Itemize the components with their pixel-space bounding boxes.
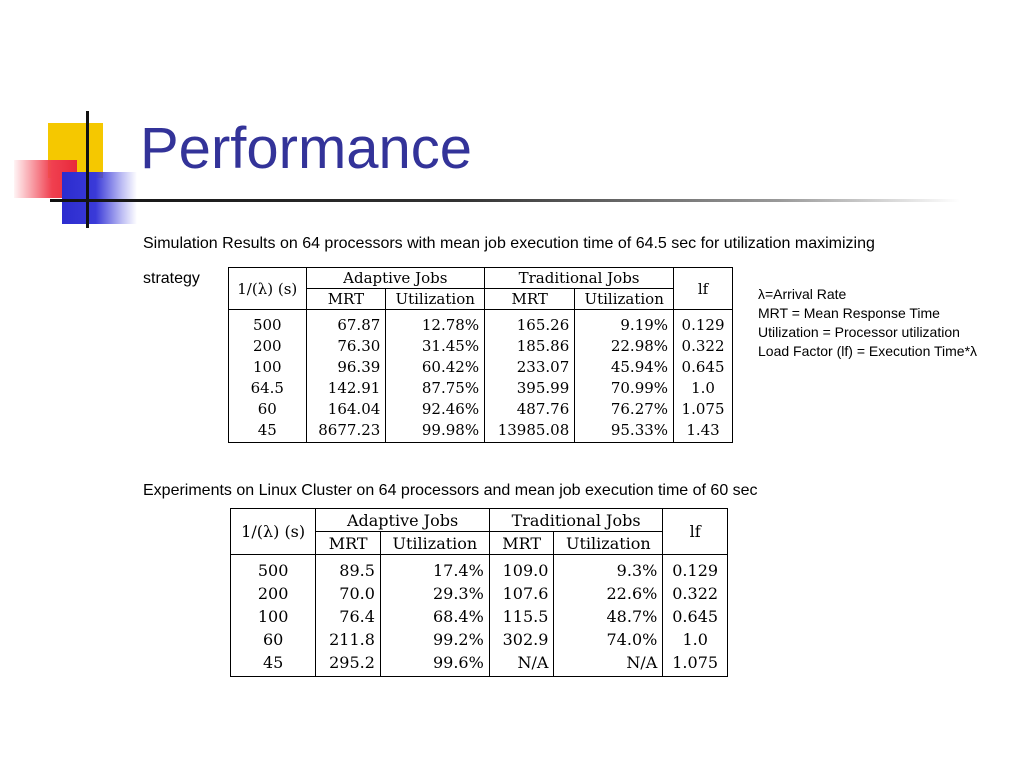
- load-factor-cell: 1.0: [663, 628, 728, 651]
- traditional-util-cell: 45.94%: [575, 356, 674, 377]
- adaptive-util-cell: 87.75%: [386, 377, 485, 398]
- logo-blue-bar: [62, 172, 137, 224]
- adaptive-mrt-header: MRT: [316, 532, 381, 555]
- col-arrival-interval-header: 1/(λ) (s): [231, 509, 316, 555]
- traditional-util-header: Utilization: [554, 532, 663, 555]
- abbreviation-legend: [758, 285, 977, 361]
- interval-cell: 60: [229, 398, 307, 419]
- load-factor-header: lf: [663, 509, 728, 555]
- table-row: [231, 582, 728, 605]
- table-row: [231, 605, 728, 628]
- adaptive-mrt-cell: 295.2: [316, 651, 381, 677]
- load-factor-header: lf: [674, 268, 733, 310]
- adaptive-util-cell: 99.6%: [380, 651, 489, 677]
- adaptive-util-cell: 12.78%: [386, 310, 485, 336]
- traditional-util-cell: 22.6%: [554, 582, 663, 605]
- traditional-mrt-cell: 165.26: [485, 310, 575, 336]
- legend-load-factor: Load Factor (lf) = Execution Time*λ: [758, 343, 978, 359]
- adaptive-jobs-header: Adaptive Jobs: [306, 268, 485, 289]
- load-factor-cell: 0.645: [674, 356, 733, 377]
- load-factor-cell: 0.129: [674, 310, 733, 336]
- adaptive-mrt-cell: 96.39: [306, 356, 386, 377]
- legend-mrt: MRT = Mean Response Time: [758, 305, 940, 321]
- adaptive-mrt-cell: 76.4: [316, 605, 381, 628]
- adaptive-util-cell: 17.4%: [380, 555, 489, 583]
- interval-cell: 200: [231, 582, 316, 605]
- interval-cell: 64.5: [229, 377, 307, 398]
- load-factor-cell: 0.129: [663, 555, 728, 583]
- traditional-util-cell: 9.19%: [575, 310, 674, 336]
- traditional-mrt-header: MRT: [485, 289, 575, 310]
- traditional-util-cell: N/A: [554, 651, 663, 677]
- adaptive-util-cell: 31.45%: [386, 335, 485, 356]
- slide-title: Performance: [140, 116, 473, 181]
- legend-arrival-rate: λ=Arrival Rate: [758, 286, 847, 302]
- table-row: [229, 335, 733, 356]
- table-row: [229, 356, 733, 377]
- linux-cluster-results-table: [230, 508, 728, 677]
- traditional-mrt-cell: 233.07: [485, 356, 575, 377]
- traditional-mrt-cell: 115.5: [489, 605, 554, 628]
- simulation-results-table: [228, 267, 733, 443]
- traditional-mrt-cell: 109.0: [489, 555, 554, 583]
- load-factor-cell: 1.0: [674, 377, 733, 398]
- interval-cell: 100: [229, 356, 307, 377]
- col-arrival-interval-header: 1/(λ) (s): [229, 268, 307, 310]
- traditional-util-header: Utilization: [575, 289, 674, 310]
- adaptive-mrt-cell: 164.04: [306, 398, 386, 419]
- table1-caption-continued: strategy: [143, 270, 200, 287]
- adaptive-mrt-cell: 89.5: [316, 555, 381, 583]
- traditional-util-cell: 95.33%: [575, 419, 674, 443]
- traditional-util-cell: 74.0%: [554, 628, 663, 651]
- adaptive-mrt-cell: 76.30: [306, 335, 386, 356]
- traditional-mrt-cell: 302.9: [489, 628, 554, 651]
- load-factor-cell: 0.322: [663, 582, 728, 605]
- traditional-mrt-cell: N/A: [489, 651, 554, 677]
- traditional-mrt-cell: 487.76: [485, 398, 575, 419]
- interval-cell: 100: [231, 605, 316, 628]
- interval-cell: 45: [231, 651, 316, 677]
- table-row: [231, 628, 728, 651]
- adaptive-mrt-cell: 70.0: [316, 582, 381, 605]
- load-factor-cell: 0.645: [663, 605, 728, 628]
- traditional-jobs-header: Traditional Jobs: [489, 509, 663, 532]
- traditional-mrt-cell: 395.99: [485, 377, 575, 398]
- traditional-util-cell: 76.27%: [575, 398, 674, 419]
- adaptive-util-header: Utilization: [386, 289, 485, 310]
- table-row: [231, 651, 728, 677]
- traditional-util-cell: 9.3%: [554, 555, 663, 583]
- adaptive-util-header: Utilization: [380, 532, 489, 555]
- adaptive-util-cell: 60.42%: [386, 356, 485, 377]
- adaptive-util-cell: 99.98%: [386, 419, 485, 443]
- table-row: [229, 398, 733, 419]
- traditional-util-cell: 48.7%: [554, 605, 663, 628]
- traditional-util-cell: 70.99%: [575, 377, 674, 398]
- adaptive-mrt-cell: 67.87: [306, 310, 386, 336]
- table-row: [231, 555, 728, 583]
- interval-cell: 500: [229, 310, 307, 336]
- interval-cell: 45: [229, 419, 307, 443]
- traditional-jobs-header: Traditional Jobs: [485, 268, 674, 289]
- adaptive-mrt-cell: 8677.23: [306, 419, 386, 443]
- table-row: [229, 377, 733, 398]
- interval-cell: 60: [231, 628, 316, 651]
- table-row: [229, 419, 733, 443]
- adaptive-mrt-header: MRT: [306, 289, 386, 310]
- adaptive-util-cell: 99.2%: [380, 628, 489, 651]
- title-underline: [50, 199, 960, 202]
- interval-cell: 500: [231, 555, 316, 583]
- table-row: [229, 310, 733, 336]
- traditional-mrt-cell: 185.86: [485, 335, 575, 356]
- traditional-util-cell: 22.98%: [575, 335, 674, 356]
- load-factor-cell: 0.322: [674, 335, 733, 356]
- adaptive-util-cell: 29.3%: [380, 582, 489, 605]
- adaptive-util-cell: 92.46%: [386, 398, 485, 419]
- adaptive-util-cell: 68.4%: [380, 605, 489, 628]
- load-factor-cell: 1.43: [674, 419, 733, 443]
- traditional-mrt-cell: 13985.08: [485, 419, 575, 443]
- adaptive-mrt-cell: 211.8: [316, 628, 381, 651]
- load-factor-cell: 1.075: [663, 651, 728, 677]
- interval-cell: 200: [229, 335, 307, 356]
- legend-utilization: Utilization = Processor utilization: [758, 324, 960, 340]
- traditional-mrt-cell: 107.6: [489, 582, 554, 605]
- adaptive-mrt-cell: 142.91: [306, 377, 386, 398]
- table2-caption: Experiments on Linux Cluster on 64 processors and mean job execution time of 60 sec: [143, 482, 758, 499]
- traditional-mrt-header: MRT: [489, 532, 554, 555]
- table1-caption: Simulation Results on 64 processors with mean job execution time of 64.5 sec for utilization maximizing: [143, 235, 875, 252]
- logo-vertical-line: [86, 111, 89, 228]
- adaptive-jobs-header: Adaptive Jobs: [316, 509, 490, 532]
- load-factor-cell: 1.075: [674, 398, 733, 419]
